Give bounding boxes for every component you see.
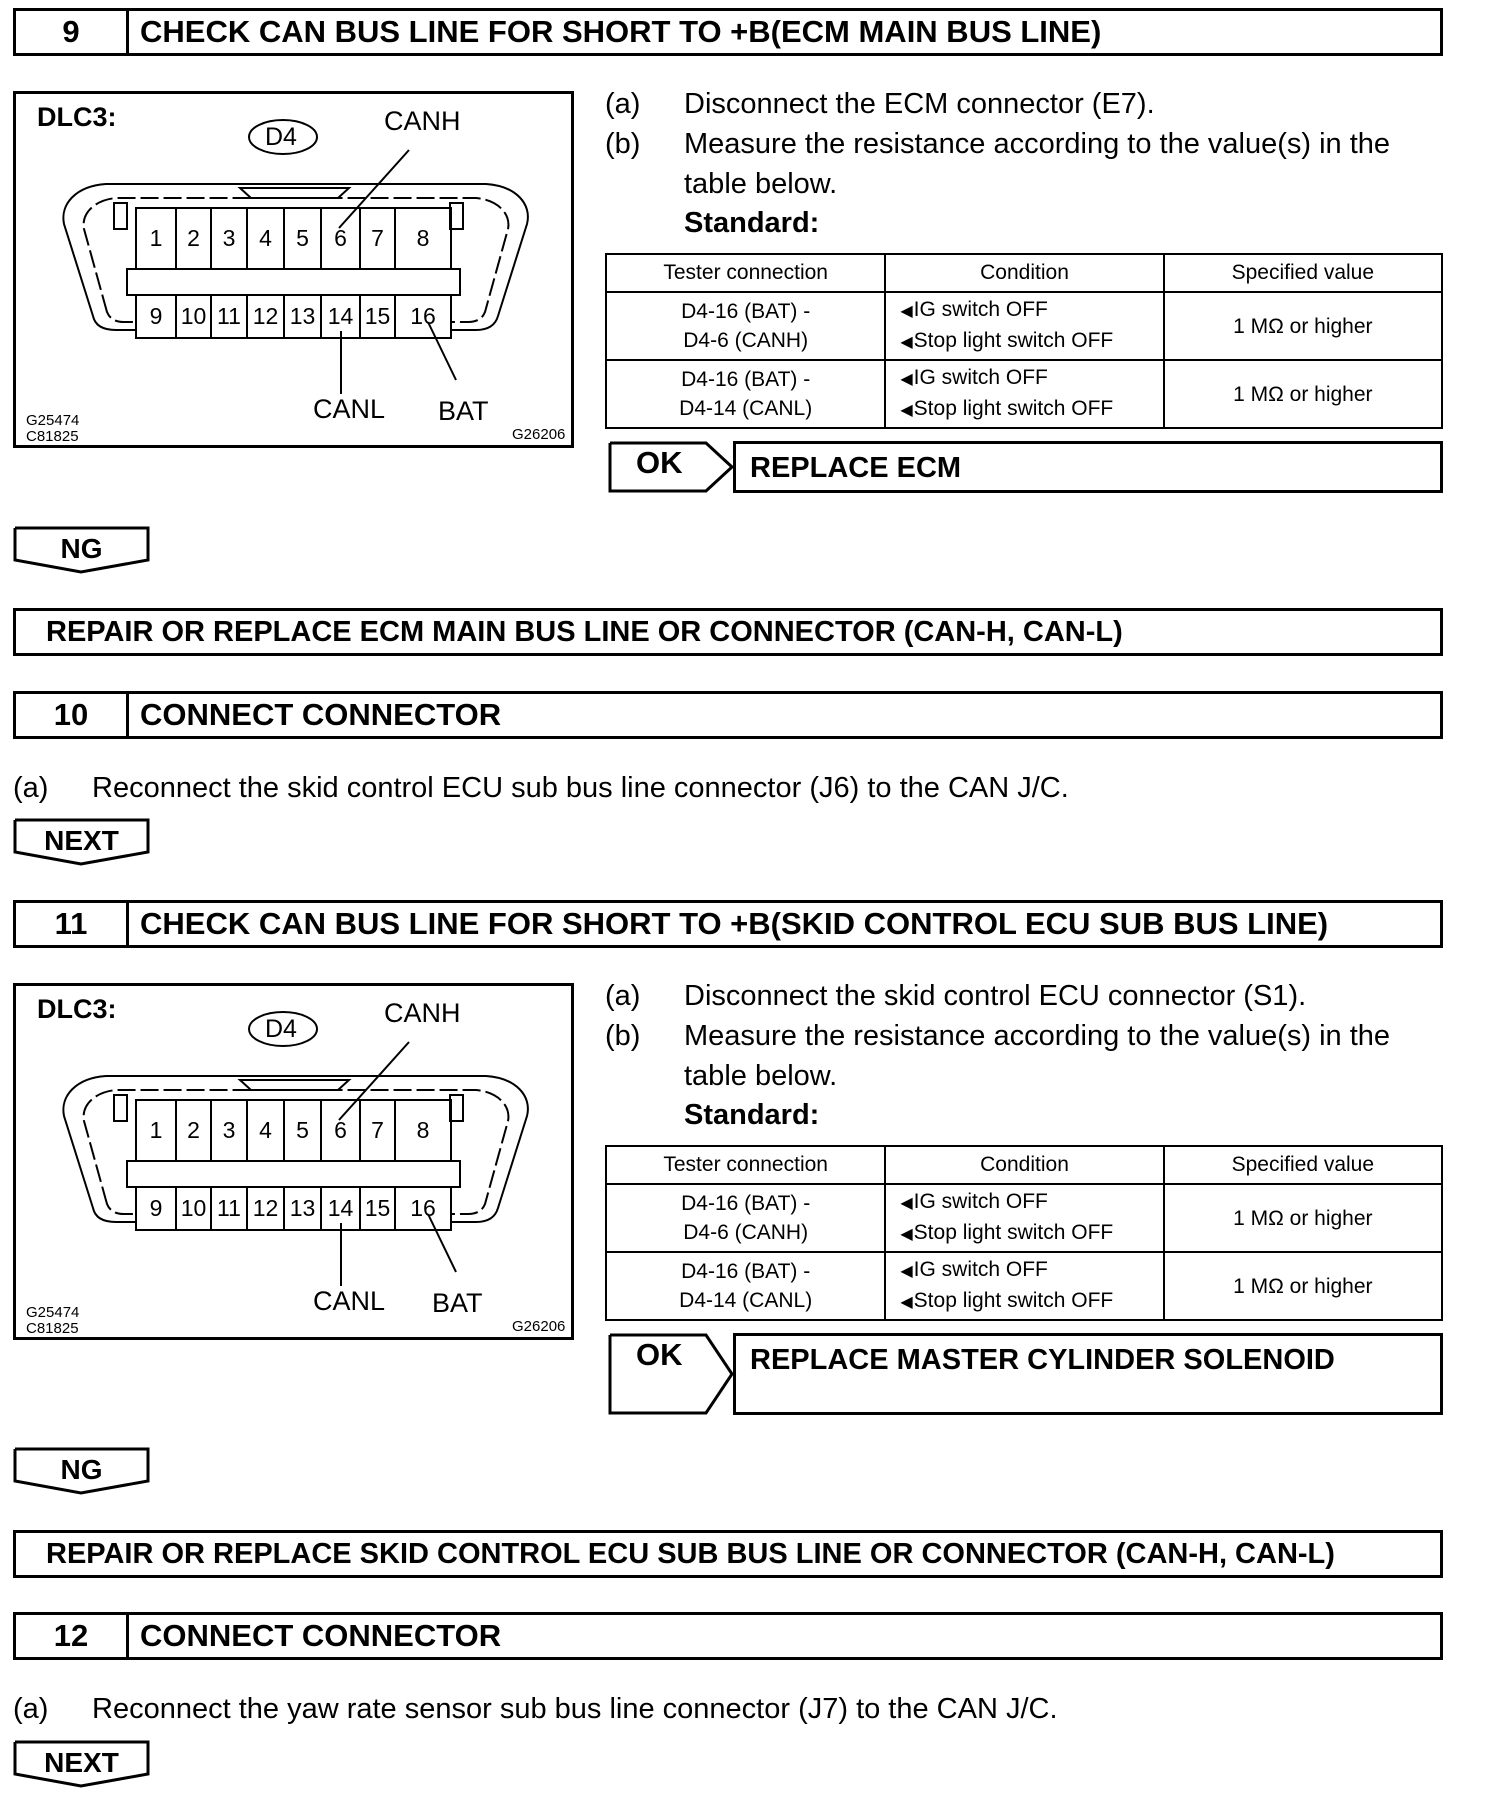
figure-code: G25474: [26, 1304, 80, 1321]
pin-number: 4: [259, 225, 272, 251]
arrow-left-icon: ◀: [900, 1226, 913, 1243]
step-10-header: [13, 691, 1443, 739]
pin-number: 15: [364, 1195, 391, 1221]
pin-number: 10: [180, 1195, 207, 1221]
cell-line: IG switch OFF: [913, 366, 1048, 389]
ng-tag: [13, 526, 150, 574]
condition-cell: [885, 1184, 1163, 1252]
step-number: 9: [16, 11, 129, 53]
pin-number: 6: [334, 225, 347, 251]
bat-label: BAT: [438, 396, 489, 426]
pin-number: 7: [371, 225, 384, 251]
canl-label: CANL: [313, 394, 386, 424]
cell-line: D4-16 (BAT) -: [681, 1260, 811, 1283]
ng-action-box: REPAIR OR REPLACE SKID CONTROL ECU SUB BUS LINE OR CONNECTOR (CAN-H, CAN-L): [13, 1530, 1443, 1578]
pin-number: 3: [222, 1117, 236, 1143]
specified-value-cell: 1 MΩ or higher: [1164, 1184, 1442, 1252]
table-row: [606, 1184, 1442, 1252]
canh-label: CANH: [384, 106, 461, 136]
pin-number: 16: [410, 303, 436, 329]
ok-result-box: [608, 441, 1443, 493]
step-title: CHECK CAN BUS LINE FOR SHORT TO +B(ECM MAIN BUS LINE): [140, 14, 1102, 49]
next-tag: [13, 1740, 150, 1788]
cell-line: D4-14 (CANL): [679, 1289, 813, 1312]
cell-line: Stop light switch OFF: [913, 1289, 1114, 1312]
instruction-marker: (a): [605, 980, 641, 1012]
pin-number: 2: [187, 1117, 200, 1143]
cell-line: D4-16 (BAT) -: [681, 300, 811, 323]
pin-number: 13: [289, 1195, 316, 1221]
ok-result-text: REPLACE MASTER CYLINDER SOLENOID: [733, 1333, 1443, 1415]
pin-number: 12: [252, 1195, 279, 1221]
step-9-header: [13, 8, 1443, 56]
pin-number: 9: [149, 303, 163, 329]
cell-line: D4-6 (CANH): [683, 329, 809, 352]
bat-label: BAT: [432, 1288, 483, 1318]
pin-number: 14: [327, 1195, 354, 1221]
cell-line: D4-16 (BAT) -: [681, 1192, 811, 1215]
pin-number: 6: [334, 1117, 347, 1143]
table-header: Specified value: [1164, 254, 1442, 292]
pin-number: 1: [149, 225, 163, 251]
tester-connection-cell: [606, 360, 885, 428]
canh-label: CANH: [384, 998, 461, 1028]
dlc3-connector-figure: [13, 91, 574, 448]
figure-code: G26206: [512, 1318, 566, 1335]
cell-line: IG switch OFF: [913, 1190, 1048, 1213]
pin-number: 5: [296, 225, 309, 251]
next-label: NEXT: [44, 1747, 119, 1778]
pin-number: 3: [222, 225, 236, 251]
table-header: Condition: [885, 254, 1163, 292]
instruction-text: Measure the resistance according to the value(s) in the: [684, 1020, 1391, 1052]
ng-tag: [13, 1447, 150, 1495]
step-12-header: [13, 1612, 1443, 1660]
ng-action-box: REPAIR OR REPLACE ECM MAIN BUS LINE OR CONNECTOR (CAN-H, CAN-L): [13, 608, 1443, 656]
pin-number: 13: [289, 303, 316, 329]
pin-number: 11: [217, 1195, 241, 1221]
tester-connection-cell: [606, 1184, 885, 1252]
instruction-marker: (b): [605, 128, 641, 160]
pin-number: 15: [364, 303, 391, 329]
ok-label: OK: [636, 1337, 683, 1372]
ng-label: NG: [60, 1454, 103, 1485]
instruction-text: table below.: [684, 1060, 838, 1092]
cell-line: Stop light switch OFF: [913, 1221, 1114, 1244]
instruction-marker: (a): [605, 88, 641, 120]
instruction-text: Measure the resistance according to the value(s) in the: [684, 128, 1391, 160]
pin-number: 10: [180, 303, 207, 329]
pin-number: 16: [410, 1195, 436, 1221]
arrow-left-icon: ◀: [900, 1195, 913, 1212]
specified-value-cell: 1 MΩ or higher: [1164, 360, 1442, 428]
table-row: [606, 360, 1442, 428]
pin-row-top: [136, 1100, 451, 1161]
instruction-marker: (b): [605, 1020, 641, 1052]
table-header: Specified value: [1164, 1146, 1442, 1184]
condition-cell: [885, 1252, 1163, 1320]
dlc3-connector-figure: [13, 983, 574, 1340]
tester-connection-cell: [606, 292, 885, 360]
standard-label: Standard:: [684, 1099, 820, 1131]
pin-number: 11: [217, 303, 241, 329]
connector-id-label: D4: [265, 1015, 297, 1043]
ok-result-box: [608, 1333, 1443, 1415]
cell-line: IG switch OFF: [913, 1258, 1048, 1281]
standard-label: Standard:: [684, 207, 820, 239]
pin-row-bottom: [136, 1187, 451, 1230]
instruction-marker: (a): [13, 1693, 49, 1725]
instruction-text: Reconnect the yaw rate sensor sub bus line connector (J7) to the CAN J/C.: [92, 1693, 1058, 1725]
pin-number: 4: [259, 1117, 272, 1143]
instruction-text: Disconnect the skid control ECU connector (S1).: [684, 980, 1307, 1012]
ok-result-text: REPLACE ECM: [733, 441, 1443, 493]
step-title: CONNECT CONNECTOR: [140, 1618, 502, 1653]
step-number: 11: [16, 903, 129, 945]
cell-line: D4-16 (BAT) -: [681, 368, 811, 391]
step-title: CHECK CAN BUS LINE FOR SHORT TO +B(SKID CONTROL ECU SUB BUS LINE): [140, 906, 1329, 941]
tester-connection-cell: [606, 1252, 885, 1320]
specified-value-cell: 1 MΩ or higher: [1164, 292, 1442, 360]
cell-line: D4-6 (CANH): [683, 1221, 809, 1244]
arrow-left-icon: ◀: [900, 334, 913, 351]
cell-line: IG switch OFF: [913, 298, 1048, 321]
connector-id-label: D4: [265, 123, 297, 151]
instruction-text: table below.: [684, 168, 838, 200]
pin-number: 8: [416, 225, 430, 251]
figure-code: G26206: [512, 426, 566, 443]
pin-number: 12: [252, 303, 279, 329]
figure-code: C81825: [26, 428, 79, 445]
pin-row-bottom: [136, 295, 451, 338]
ng-label: NG: [60, 533, 103, 564]
condition-cell: [885, 292, 1163, 360]
step-title: CONNECT CONNECTOR: [140, 697, 502, 732]
step-11-header: [13, 900, 1443, 948]
table-row: [606, 1252, 1442, 1320]
pin-number: 5: [296, 1117, 309, 1143]
spec-table: [605, 253, 1443, 429]
next-tag: [13, 818, 150, 866]
next-label: NEXT: [44, 825, 119, 856]
dlc3-label: DLC3:: [37, 102, 117, 132]
table-header: Tester connection: [606, 1146, 885, 1184]
specified-value-cell: 1 MΩ or higher: [1164, 1252, 1442, 1320]
pin-number: 14: [327, 303, 354, 329]
pin-number: 1: [149, 1117, 163, 1143]
pin-row-top: [136, 208, 451, 269]
step-number: 10: [16, 694, 129, 736]
ok-label: OK: [636, 445, 683, 480]
pin-number: 7: [371, 1117, 384, 1143]
condition-cell: [885, 360, 1163, 428]
arrow-left-icon: ◀: [900, 402, 913, 419]
arrow-left-icon: ◀: [900, 1294, 913, 1311]
cell-line: D4-14 (CANL): [679, 397, 813, 420]
arrow-left-icon: ◀: [900, 371, 913, 388]
table-header: Condition: [885, 1146, 1163, 1184]
cell-line: Stop light switch OFF: [913, 397, 1114, 420]
spec-table: [605, 1145, 1443, 1321]
figure-code: C81825: [26, 1320, 79, 1337]
arrow-left-icon: ◀: [900, 303, 913, 320]
figure-code: G25474: [26, 412, 80, 429]
instruction-text: Disconnect the ECM connector (E7).: [684, 88, 1155, 120]
cell-line: Stop light switch OFF: [913, 329, 1114, 352]
pin-number: 2: [187, 225, 200, 251]
pin-number: 9: [149, 1195, 163, 1221]
arrow-left-icon: ◀: [900, 1263, 913, 1280]
dlc3-label: DLC3:: [37, 994, 117, 1024]
pin-number: 8: [416, 1117, 430, 1143]
table-header: Tester connection: [606, 254, 885, 292]
step-number: 12: [16, 1615, 129, 1657]
table-row: [606, 292, 1442, 360]
instruction-marker: (a): [13, 772, 49, 804]
instruction-text: Reconnect the skid control ECU sub bus line connector (J6) to the CAN J/C.: [92, 772, 1069, 804]
canl-label: CANL: [313, 1286, 386, 1316]
